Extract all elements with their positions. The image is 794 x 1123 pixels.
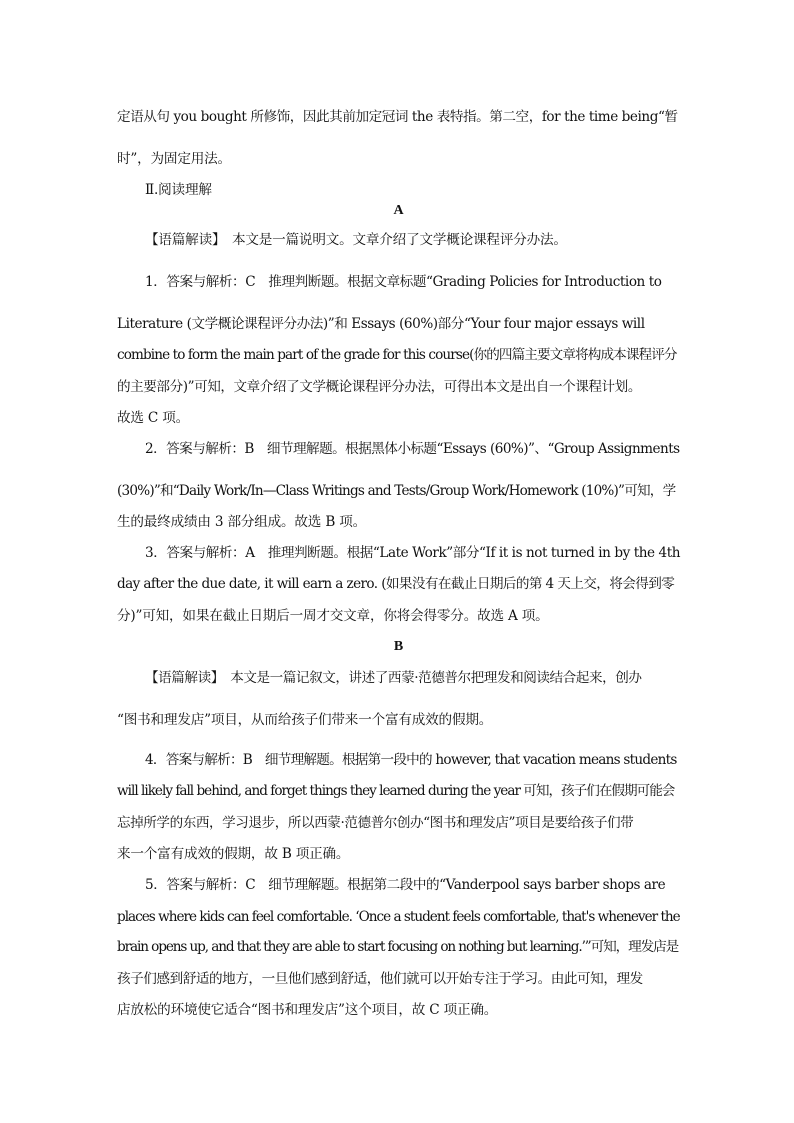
- text-line: 生的最终成绩由 3 部分组成。故选 B 项。: [117, 514, 367, 530]
- text-line: 故选 C 项。: [117, 410, 190, 426]
- text-line: brain opens up, and that they are able to start focusing on nothing but learning.’”可知，理发店是: [117, 939, 679, 955]
- text-line: 的主要部分)”可知，文章介绍了文学概论课程评分办法，可得出本文是出自一个课程计划。: [117, 379, 641, 395]
- answer-item: 3．答案与解析：A 推理判断题。根据“Late Work”部分“If it is not turned in by the 4th: [145, 545, 681, 561]
- text-line: 时”，为固定用法。: [117, 151, 231, 167]
- passage-label-b: B: [393, 639, 404, 654]
- text-line: combine to form the main part of the grade for this course(你的四篇主要文章将构成本课程评分: [117, 347, 677, 363]
- text-line: day after the due date, it will earn a zero. (如果没有在截止日期后的第 4 天上交，将会得到零: [117, 576, 675, 592]
- text-line: “图书和理发店”项目，从而给孩子们带来一个富有成效的假期。: [117, 712, 493, 728]
- passage-summary: 【语篇解读】 本文是一篇记叙文，讲述了西蒙·范德普尔把理发和阅读结合起来，创办: [145, 670, 642, 686]
- text-line: 孩子们感到舒适的地方，一旦他们感到舒适，他们就可以开始专注于学习。由此可知，理发: [117, 971, 643, 987]
- text-line: will likely fall behind, and forget things they learned during the year 可知，孩子们在假期可能会: [117, 783, 675, 799]
- text-line: (30%)”和“Daily Work/In—Class Writings and Tests/Group Work/Homework (10%)”可知，学: [117, 483, 676, 499]
- text-line: 分)”可知，如果在截止日期后一周才交文章，你将会得零分。故选 A 项。: [117, 608, 549, 624]
- passage-label-a: A: [393, 203, 404, 218]
- text-line: 定语从句 you bought 所修饰，因此其前加定冠词 the 表特指。第二空，for the time being“暂: [117, 109, 678, 125]
- answer-item: 4．答案与解析：B 细节理解题。根据第一段中的 however, that vacation means students: [145, 752, 677, 768]
- section-heading: Ⅱ.阅读理解: [145, 182, 212, 198]
- answer-item: 5．答案与解析：C 细节理解题。根据第二段中的“Vanderpool says barber shops are: [145, 877, 666, 893]
- text-line: 忘掉所学的东西，学习退步，所以西蒙·范德普尔创办“图书和理发店”项目是要给孩子们带: [117, 815, 634, 831]
- text-line: places where kids can feel comfortable. ‘Once a student feels comfortable, that's whenever the: [117, 909, 680, 925]
- text-line: Literature (文学概论课程评分办法)”和 Essays (60%)部分“Your four major essays will: [117, 316, 645, 332]
- text-line: 来一个富有成效的假期，故 B 项正确。: [117, 846, 350, 862]
- passage-summary: 【语篇解读】 本文是一篇说明文。文章介绍了文学概论课程评分办法。: [145, 232, 567, 248]
- text-line: 店放松的环境使它适合“图书和理发店”这个项目，故 C 项正确。: [117, 1002, 498, 1018]
- answer-item: 2．答案与解析：B 细节理解题。根据黑体小标题“Essays (60%)”、“Group Assignments: [145, 441, 680, 457]
- answer-item: 1．答案与解析：C 推理判断题。根据文章标题“Grading Policies for Introduction to: [145, 274, 662, 290]
